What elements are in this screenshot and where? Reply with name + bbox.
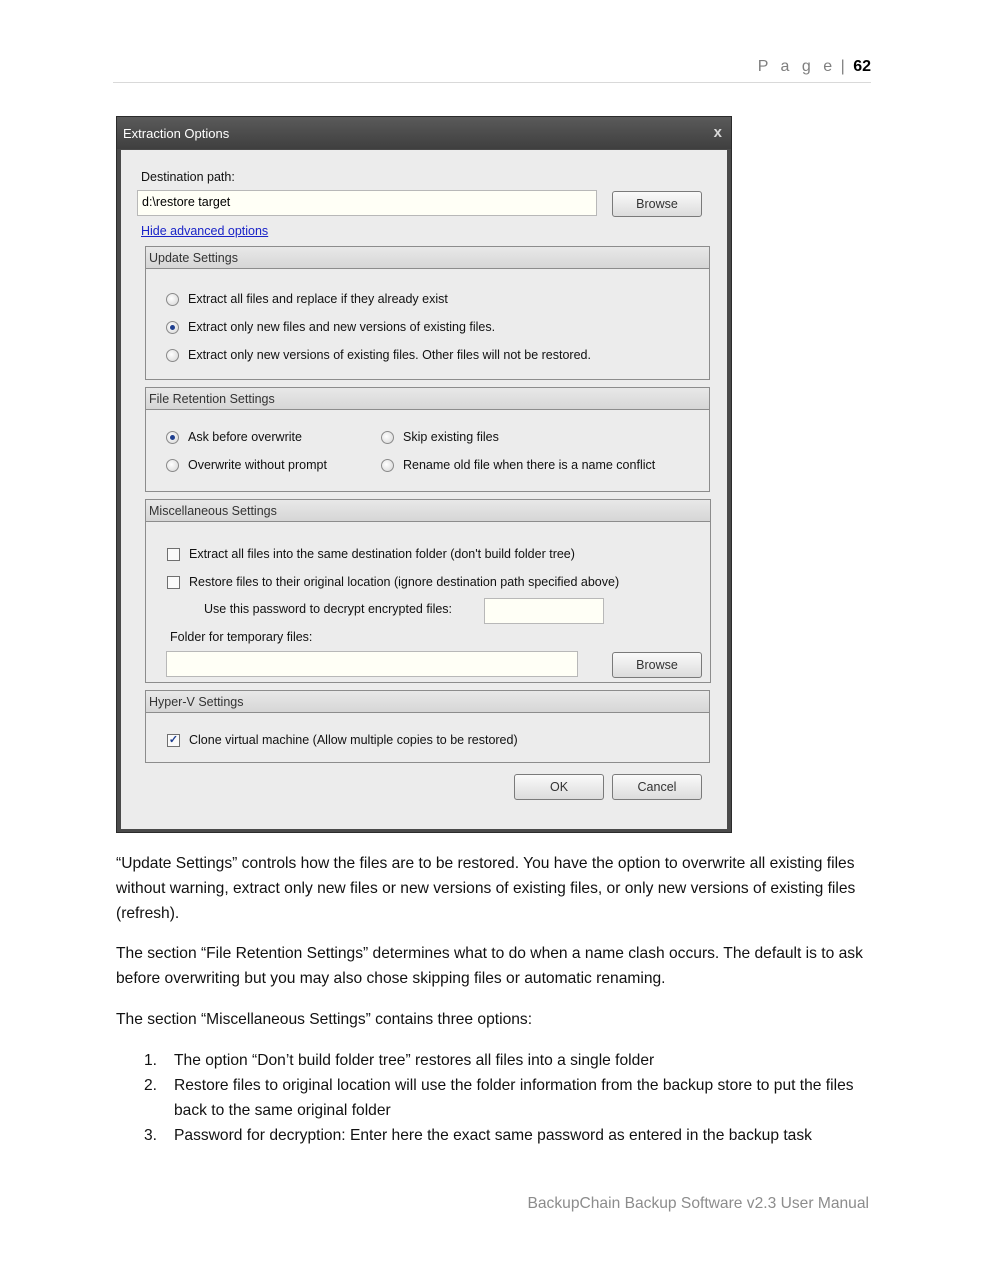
hyperv-settings-group: [145, 690, 710, 763]
page-separator: |: [840, 58, 845, 75]
extract-new-and-versions-label: Extract only new files and new versions of existing files.: [188, 320, 496, 334]
paragraph-miscellaneous: The section “Miscellaneous Settings” contains three options:: [116, 1011, 533, 1028]
file-retention-settings-title: File Retention Settings: [146, 388, 709, 410]
rename-old-file-label: Rename old file when there is a name conflict: [403, 458, 656, 472]
list-item-text: The option “Don’t build folder tree” restores all files into a single folder: [174, 1052, 655, 1069]
extract-new-versions-only-label: Extract only new versions of existing files. Other files will not be restored.: [188, 348, 591, 362]
password-label: Use this password to decrypt encrypted files:: [204, 602, 453, 616]
hyperv-settings-title: Hyper-V Settings: [146, 691, 709, 713]
dialog-title: Extraction Options: [123, 126, 230, 141]
temp-folder-input[interactable]: [166, 651, 578, 677]
close-icon[interactable]: x: [713, 124, 722, 141]
list-item-text: Restore files to original location will use the folder information from the backup store to put the files back to the same original folder: [174, 1077, 854, 1119]
radio-skip-existing-files[interactable]: [381, 431, 394, 444]
browse-temp-folder-button[interactable]: Browse: [612, 652, 702, 678]
list-item-number: 1.: [144, 1052, 158, 1069]
cancel-button[interactable]: Cancel: [612, 774, 702, 800]
miscellaneous-settings-title: Miscellaneous Settings: [146, 500, 710, 522]
destination-path-label: Destination path:: [141, 170, 235, 184]
temp-folder-label: Folder for temporary files:: [170, 630, 313, 644]
hide-advanced-options-link[interactable]: Hide advanced options: [141, 224, 269, 238]
overwrite-without-prompt-label: Overwrite without prompt: [188, 458, 327, 472]
same-destination-folder-label: Extract all files into the same destination folder (don't build folder tree): [189, 547, 575, 561]
extraction-options-dialog: [116, 116, 732, 833]
list-item-number: 2.: [144, 1077, 158, 1094]
dialog-client-area: [121, 150, 727, 829]
options-list: [116, 1048, 872, 1148]
ok-button[interactable]: OK: [514, 774, 604, 800]
destination-path-input[interactable]: d:\restore target: [137, 190, 597, 216]
extract-all-replace-label: Extract all files and replace if they already exist: [188, 292, 448, 306]
checkbox-same-destination-folder[interactable]: [167, 548, 180, 561]
radio-rename-old-file[interactable]: [381, 459, 394, 472]
original-location-label: Restore files to their original location (ignore destination path specified above): [189, 575, 620, 589]
paragraph-file-retention: The section “File Retention Settings” determines what to do when a name clash occurs. The default is to ask before overwriting but you may also chose skipping files or automatic renaming.: [116, 945, 863, 987]
clone-virtual-machine-label: Clone virtual machine (Allow multiple copies to be restored): [189, 733, 518, 747]
skip-existing-files-label: Skip existing files: [403, 430, 499, 444]
radio-ask-before-overwrite[interactable]: [166, 431, 179, 444]
list-item: [116, 1048, 872, 1073]
list-item: [116, 1073, 872, 1123]
page-header: [113, 58, 871, 83]
password-input[interactable]: [484, 598, 604, 624]
radio-overwrite-without-prompt[interactable]: [166, 459, 179, 472]
page-word: P a g e: [757, 58, 837, 75]
list-item-number: 3.: [144, 1127, 158, 1144]
radio-extract-all-replace[interactable]: [166, 293, 179, 306]
list-item-text: Password for decryption: Enter here the exact same password as entered in the backup task: [174, 1127, 812, 1144]
browse-destination-button[interactable]: Browse: [612, 191, 702, 217]
radio-extract-new-and-versions[interactable]: [166, 321, 179, 334]
radio-extract-new-versions-only[interactable]: [166, 349, 179, 362]
paragraph-update-settings: “Update Settings” controls how the files are to be restored. You have the option to overwrite all existing files without warning, extract only new files or new versions of existing files, or only new versions of existing files (refresh).: [116, 855, 856, 922]
file-retention-settings-group: [145, 387, 710, 492]
page-number: 62: [853, 58, 871, 75]
miscellaneous-settings-group: [145, 499, 711, 683]
update-settings-title: Update Settings: [146, 247, 709, 269]
ask-before-overwrite-label: Ask before overwrite: [188, 430, 302, 444]
list-item: [116, 1123, 872, 1148]
update-settings-group: [145, 246, 710, 380]
checkbox-clone-virtual-machine[interactable]: ✓: [168, 734, 179, 746]
dialog-titlebar: [117, 117, 731, 149]
page-footer: BackupChain Backup Software v2.3 User Manual: [527, 1195, 869, 1212]
checkbox-original-location[interactable]: [167, 576, 180, 589]
